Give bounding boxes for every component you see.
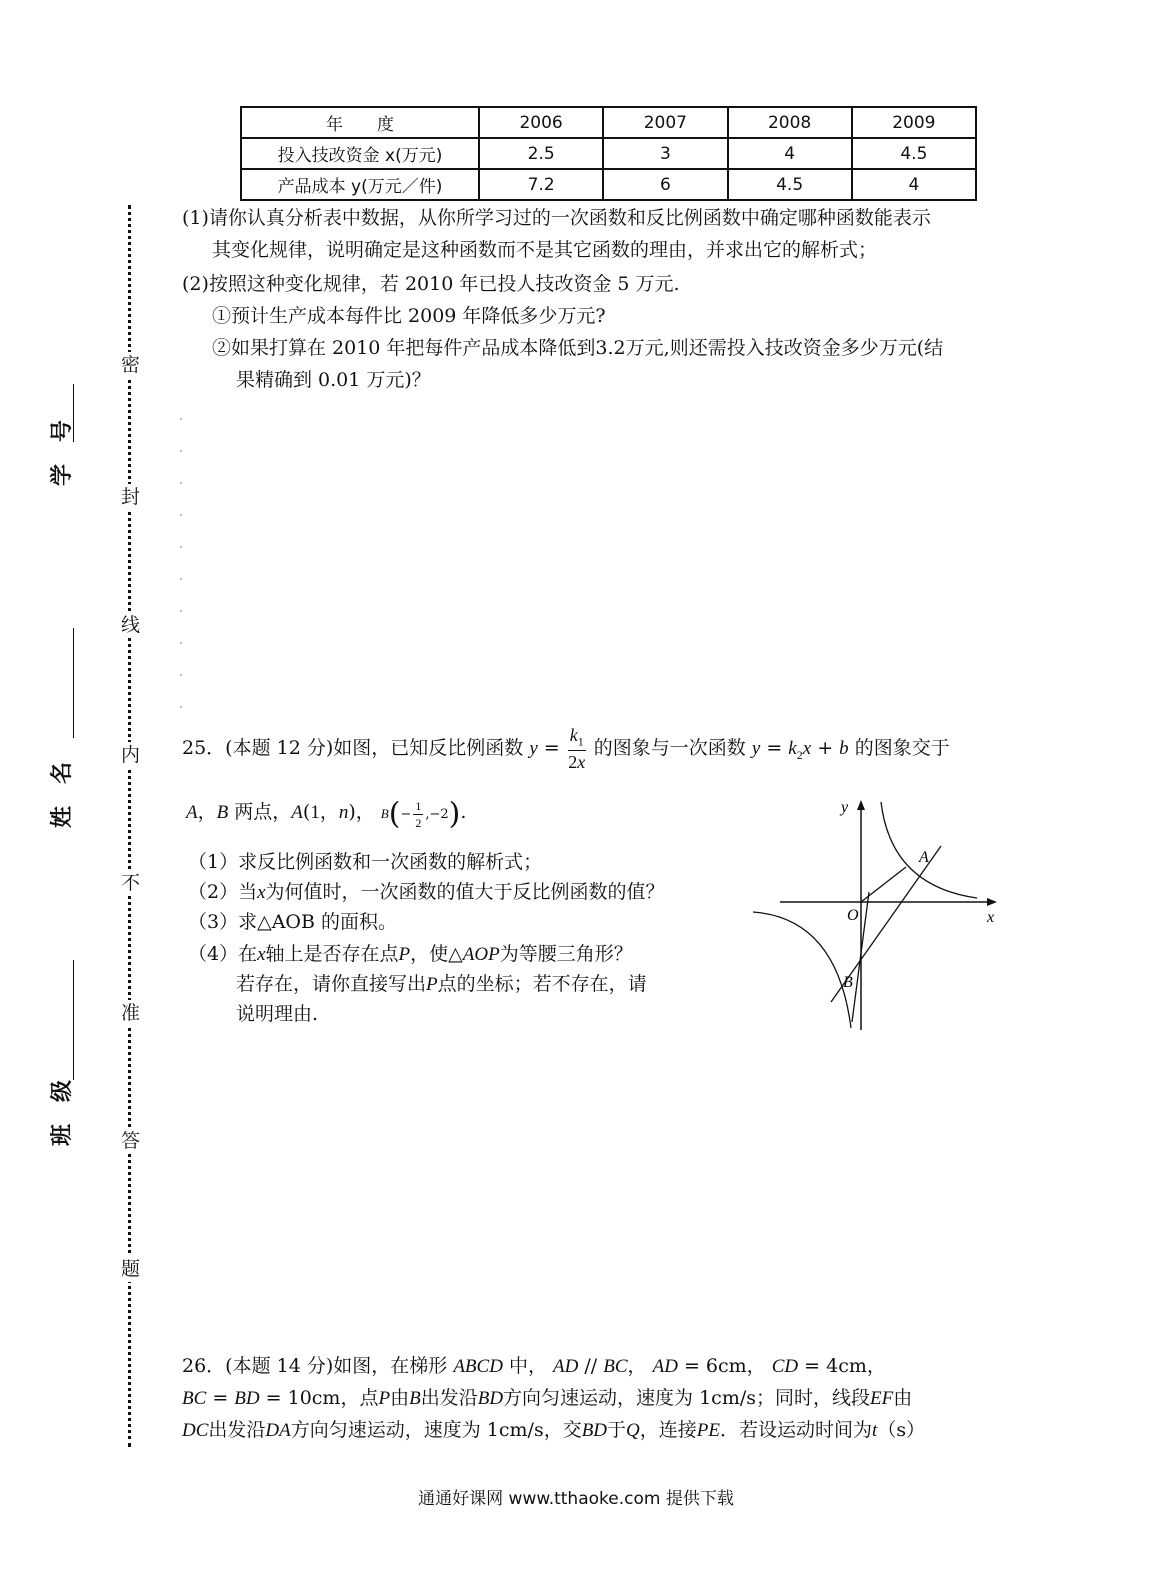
table-cell: 2009 <box>852 107 976 138</box>
q25-graph-figure <box>745 790 1010 1040</box>
q25-item4: （4）在x轴上是否存在点P，使△AOP为等腰三角形？ <box>188 943 633 965</box>
seal-char: 题 <box>121 1258 141 1280</box>
seal-char: 准 <box>121 1002 141 1024</box>
table-cell: 4.5 <box>728 169 852 200</box>
table-cell: 4 <box>728 138 852 169</box>
q25-line2-text: 两点， <box>234 801 292 823</box>
seal-char: 内 <box>121 744 141 766</box>
seal-char: 不 <box>121 872 141 894</box>
label-origin: O <box>847 907 859 924</box>
table-cell: 2008 <box>728 107 852 138</box>
seal-char: 线 <box>121 614 141 636</box>
q24-sub2-line2: 果精确到 0.01 万元)？ <box>236 369 431 391</box>
student-number-line <box>73 384 74 442</box>
label-y: y <box>841 799 849 816</box>
q25-line2: A，B 两点，A(1，n)， B(− $\frac{1}{2}$ ,−2). <box>186 796 467 832</box>
table-cell: 2.5 <box>479 138 603 169</box>
q26-line1: 26．(本题 14 分)如图，在梯形 ABCD 中， AD // BC， AD = 6cm， CD = 4cm， <box>182 1355 886 1377</box>
student-number-label: 学 号 <box>49 420 75 487</box>
q24-part1-line1: (1)请你认真分析表中数据，从你所学习过的一次函数和反比例函数中确定哪种函数能表示 <box>182 207 931 229</box>
hyperbola-branch-lower <box>753 912 851 1028</box>
q25-item4-line3: 说明理由. <box>236 1003 319 1025</box>
data-table <box>240 106 977 201</box>
table-cell: 年 度 <box>241 107 479 138</box>
label-point-b: B <box>843 974 853 991</box>
q25-tail: 的图象交于 <box>854 737 950 759</box>
footer-source: 通通好课网 www.tthaoke.com 提供下载 <box>418 1489 734 1509</box>
table-cell: 4 <box>852 169 976 200</box>
seal-char: 封 <box>121 486 141 508</box>
segment-oa <box>861 867 906 902</box>
q24-sub2-line1: ②如果打算在 2010 年把每件产品成本降低到3.2万元,则还需投入技改资金多少万元(结 <box>212 337 944 359</box>
name-label: 姓 名 <box>49 762 75 829</box>
q26-line3: DC出发沿DA方向匀速运动，速度为 1cm/s，交BD于Q，连接PE．若设运动时间为t（s） <box>182 1419 926 1441</box>
q25-mid: 的图象与一次函数 <box>593 737 746 759</box>
y-axis-arrow <box>857 800 865 810</box>
seal-char: 答 <box>121 1130 141 1152</box>
x-axis-arrow <box>987 898 997 906</box>
q24-sub1: ①预计生产成本每件比 2009 年降低多少万元? <box>212 305 606 327</box>
table-cell: 2006 <box>479 107 603 138</box>
name-line <box>73 628 74 738</box>
table-cell: 2007 <box>603 107 727 138</box>
q25-item2: （2）当x为何值时，一次函数的值大于反比例函数的值？ <box>188 881 665 903</box>
class-label: 班 级 <box>49 1080 75 1147</box>
table-cell: 4.5 <box>852 138 976 169</box>
table-cell: 投入技改资金 x(万元) <box>241 138 479 169</box>
table-cell: 产品成本 y(万元／件) <box>241 169 479 200</box>
q24-part1-line2: 其变化规律，说明确定是这种函数而不是其它函数的理由，并求出它的解析式； <box>212 239 878 261</box>
table-row <box>241 169 976 200</box>
seal-char: 密 <box>121 354 141 376</box>
table-row <box>241 107 976 138</box>
class-line <box>73 960 74 1080</box>
q25-line1: 25．(本题 12 分)如图，已知反比例函数 y = $\frac{k_1}{2x}$ 的图象与一次函数 $y = k_2x + b$ 的图象交于 <box>182 725 950 772</box>
q25-item1: （1）求反比例函数和一次函数的解析式； <box>188 851 543 873</box>
q24-part2: (2)按照这种变化规律，若 2010 年已投人技改资金 5 万元. <box>182 273 680 295</box>
q25-item4-line2: 若存在，请你直接写出P点的坐标；若不存在，请 <box>236 973 647 995</box>
table-cell: 6 <box>603 169 727 200</box>
table-row <box>241 138 976 169</box>
label-x: x <box>987 909 995 926</box>
label-point-a: A <box>919 849 929 866</box>
q25-item3: （3）求△AOB 的面积。 <box>188 911 398 933</box>
fraction-k1-over-2x: $\frac{k_1}{2x}$ <box>568 725 586 772</box>
q25-head: 25．(本题 12 分)如图，已知反比例函数 <box>182 737 524 759</box>
table-cell: 7.2 <box>479 169 603 200</box>
q26-line2: BC = BD = 10cm，点P由B出发沿BD方向匀速运动，速度为 1cm/s；同时，线段EF由 <box>182 1387 913 1409</box>
table-cell: 3 <box>603 138 727 169</box>
hyperbola-branch-upper <box>881 802 977 898</box>
